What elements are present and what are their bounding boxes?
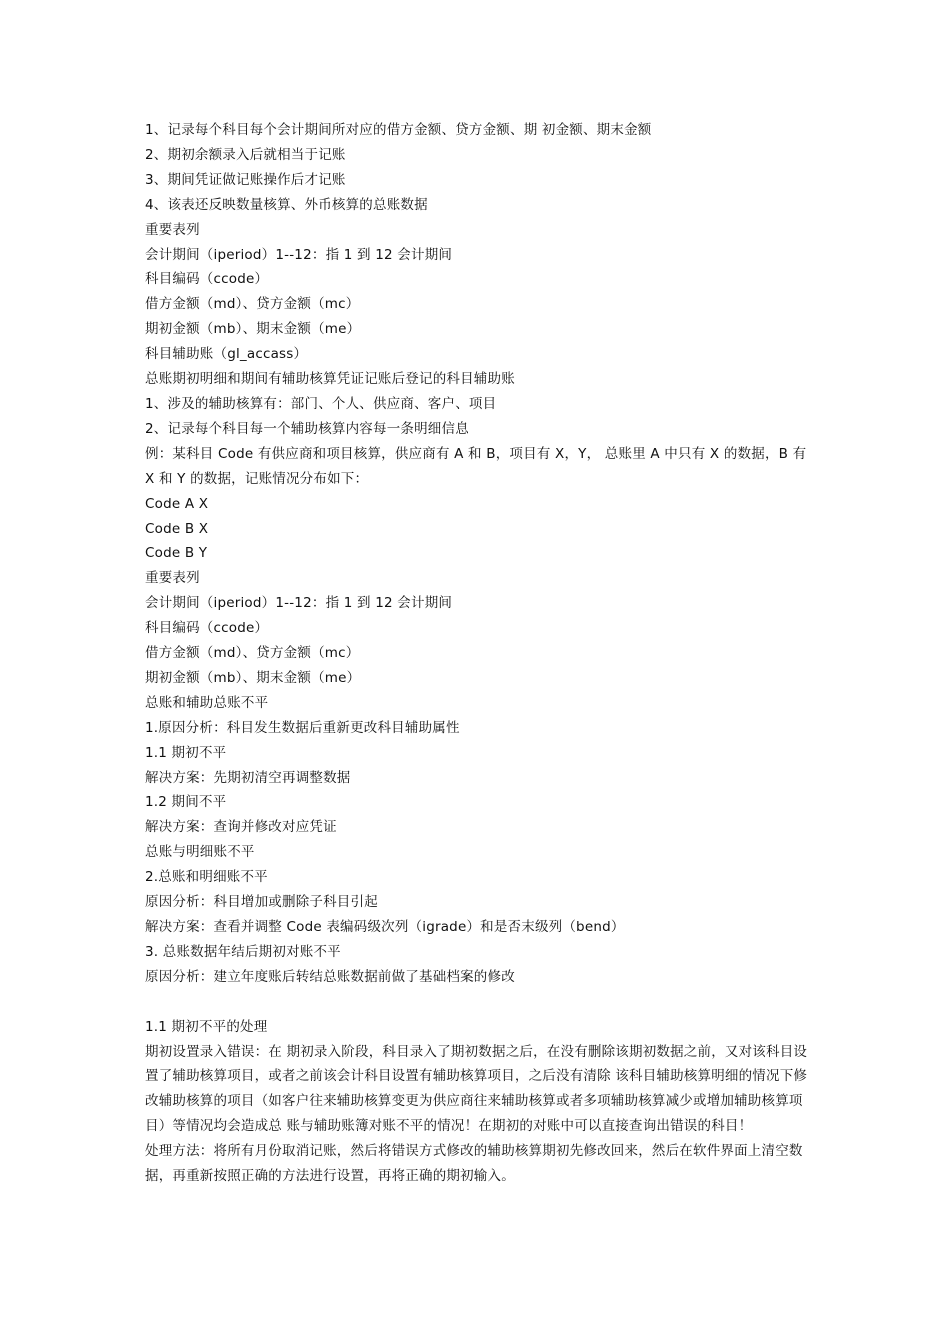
text-line: 解决方案：先期初清空再调整数据 — [145, 769, 351, 786]
section-heading: 重要表列 — [145, 221, 200, 238]
text-line: 会计期间（iperiod）1--12：指 1 到 12 会计期间 — [145, 246, 453, 263]
text-line: 期初金额（mb）、期末金额（me） — [145, 321, 361, 338]
text-line: Code B Y — [145, 545, 208, 562]
section-heading: 科目辅助账（gl_accass） — [145, 346, 308, 363]
text-line: 原因分析：建立年度账后转结总账数据前做了基础档案的修改 — [145, 968, 515, 985]
text-line: 4、该表还反映数量核算、外币核算的总账数据 — [145, 196, 428, 213]
text-line: 期初金额（mb）、期末金额（me） — [145, 669, 361, 686]
section-heading: 总账和辅助总账不平 — [145, 694, 269, 711]
text-line: 1、记录每个科目每个会计期间所对应的借方金额、贷方金额、期 初金额、期末金额 — [145, 122, 652, 138]
body-paragraph: 期初设置录入错误：在 期初录入阶段，科目录入了期初数据之后，在没有删除该期初数据之前，又对该科目设置了辅助核算项目，或者之前该会计科目设置有辅助核算项目，之后没有清除 该科目辅助核算明细的情况下修改辅助核算的项目（如客户往来辅助核算变更为供应商往来辅助核算或者多项辅助核算减少或增加辅助核算项目）等情况均会造成总 账与辅助账簿对账不平的情况！在期初的对账中可以直接查询出错误的科目！ — [145, 1043, 808, 1135]
text-line: 1、涉及的辅助核算有：部门、个人、供应商、客户、项目 — [145, 395, 497, 412]
text-line: 3. 总账数据年结后期初对账不平 — [145, 943, 341, 960]
text-line: 1.2 期间不平 — [145, 794, 227, 811]
text-line: 会计期间（iperiod）1--12：指 1 到 12 会计期间 — [145, 595, 453, 612]
text-line: 2、期初余额录入后就相当于记账 — [145, 146, 346, 163]
text-line: 原因分析：科目增加或删除子科目引起 — [145, 894, 378, 911]
text-line: 3、期间凭证做记账操作后才记账 — [145, 171, 346, 188]
text-line: 1.原因分析：科目发生数据后重新更改科目辅助属性 — [145, 719, 460, 736]
text-line: 解决方案：查看并调整 Code 表编码级次列（igrade）和是否末级列（bend） — [145, 919, 625, 935]
text-line: 2.总账和明细账不平 — [145, 869, 268, 886]
body-paragraph: 处理方法：将所有月份取消记账，然后将错误方式修改的辅助核算期初先修改回来，然后在软件界面上清空数据，再重新按照正确的方法进行设置，再将正确的期初输入。 — [145, 1143, 803, 1185]
text-line: 借方金额（md）、贷方金额（mc） — [145, 296, 360, 313]
text-line: 2、记录每个科目每一个辅助核算内容每一条明细信息 — [145, 420, 469, 437]
section-heading: 总账与明细账不平 — [145, 844, 255, 861]
section-heading: 重要表列 — [145, 570, 200, 587]
text-line: 科目编码（ccode） — [145, 620, 269, 637]
text-line: 借方金额（md）、贷方金额（mc） — [145, 645, 360, 662]
text-line: Code A X — [145, 495, 209, 512]
text-line: 1.1 期初不平 — [145, 744, 227, 761]
text-line: 解决方案：查询并修改对应凭证 — [145, 819, 337, 836]
text-line: 总账期初明细和期间有辅助核算凭证记账后登记的科目辅助账 — [145, 371, 515, 388]
section-heading: 1.1 期初不平的处理 — [145, 1018, 268, 1035]
text-line: 科目编码（ccode） — [145, 271, 269, 288]
text-line: Code B X — [145, 520, 209, 537]
blank-line — [145, 990, 810, 1015]
example-paragraph: 例：某科目 Code 有供应商和项目核算，供应商有 A 和 B，项目有 X，Y， 总账里 A 中只有 X 的数据，B 有 X 和 Y 的数据，记账情况分布如下： — [145, 445, 807, 487]
document-body — [145, 118, 810, 1189]
